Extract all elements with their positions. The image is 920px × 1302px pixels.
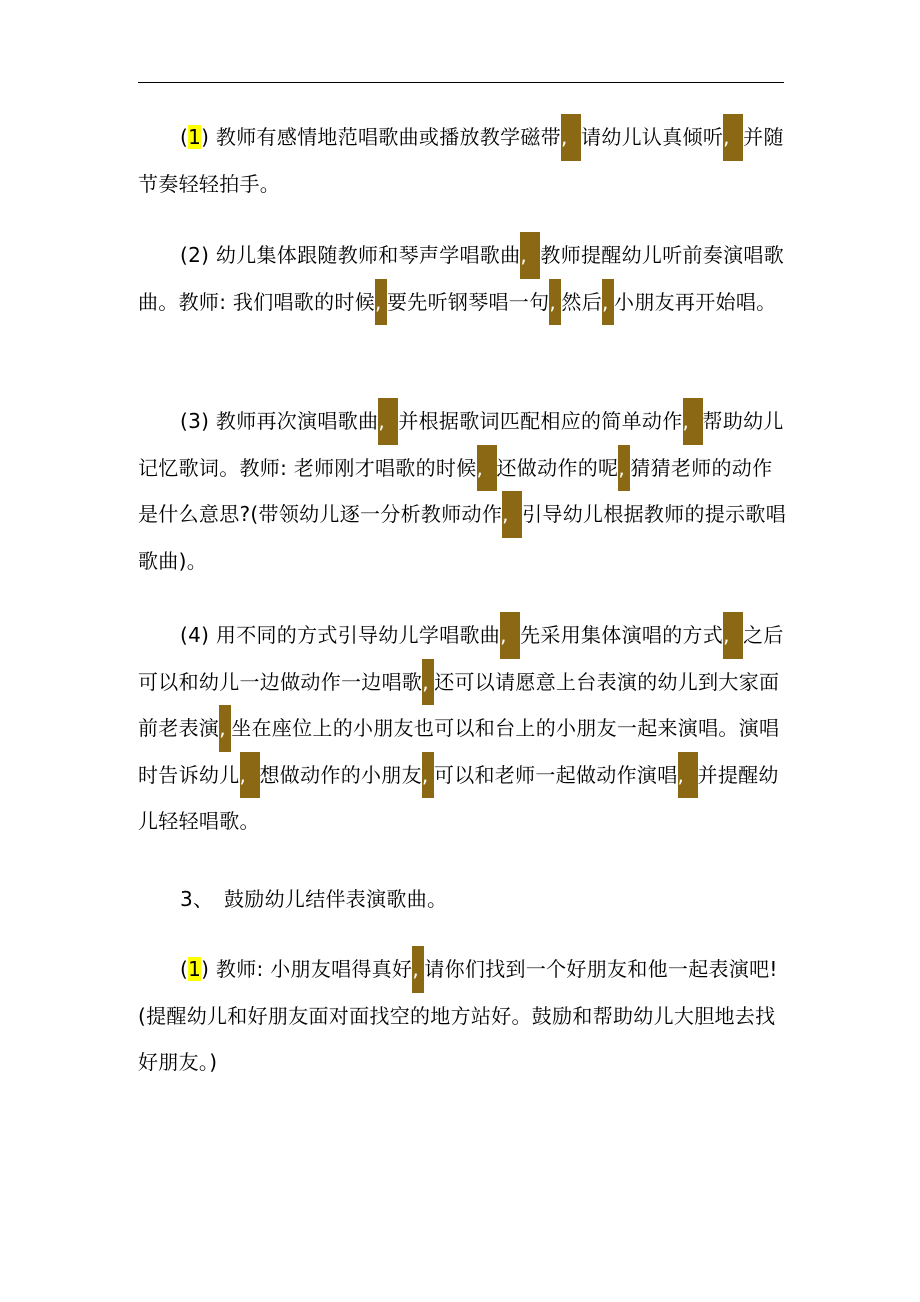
- text-segment: 教师再次演唱歌曲: [215, 409, 379, 433]
- highlighted-comma: ,: [477, 445, 497, 492]
- heading-number: 3、: [180, 887, 214, 911]
- text-segment: 请你们找到一个好朋友和他一起表演吧!(提醒幼儿和好朋友面对面找空的地方站好。鼓励和帮助幼儿大胆地去找好朋友。): [138, 957, 778, 1074]
- text-segment: 然后: [561, 289, 603, 314]
- highlighted-comma: ,: [502, 491, 522, 538]
- paragraph-3: [138, 398, 788, 584]
- section-heading-3: [138, 876, 788, 923]
- highlighted-comma: ,: [561, 114, 581, 161]
- highlighted-comma: ,: [422, 752, 434, 799]
- highlighted-comma: ,: [520, 232, 540, 279]
- text-segment: 之后可以和幼儿一边做动作一边唱歌: [138, 623, 784, 694]
- paragraph-1: [138, 114, 788, 207]
- item-number-open: (: [180, 125, 189, 149]
- highlighted-comma: ,: [500, 612, 520, 659]
- paragraph-5: [138, 946, 788, 1086]
- highlighted-comma: ,: [412, 946, 424, 993]
- highlighted-comma: ,: [723, 114, 743, 161]
- text-segment: 猜猜老师的动作是什么意思?(带领幼儿逐一分析教师动作: [138, 455, 773, 526]
- header-rule: [138, 82, 784, 83]
- item-label: (4): [180, 623, 210, 647]
- text-segment: 先采用集体演唱的方式: [520, 623, 724, 647]
- item-number-highlight: 1: [188, 125, 202, 149]
- item-number-close: ): [201, 125, 210, 149]
- text-segment: 用不同的方式引导幼儿学唱歌曲: [215, 623, 501, 647]
- highlighted-comma: ,: [378, 398, 398, 445]
- text-segment: 并根据歌词匹配相应的简单动作: [398, 409, 683, 433]
- item-label: (3): [180, 409, 210, 433]
- text-segment: 帮助幼儿记忆歌词。教师: 老师刚才唱歌的时候: [138, 409, 784, 480]
- item-number-open: (: [180, 957, 189, 981]
- text-segment: 还做动作的呢: [496, 455, 619, 480]
- paragraph-4: [138, 612, 788, 845]
- text-segment: 并随节奏轻轻拍手。: [138, 125, 784, 196]
- text-segment: 坐在座位上的小朋友也可以和台上的小朋友一起来演唱。演唱时告诉幼儿: [138, 716, 780, 787]
- highlighted-comma: ,: [240, 752, 260, 799]
- text-segment: 想做动作的小朋友: [259, 762, 422, 787]
- text-segment: 教师: 小朋友唱得真好: [215, 957, 413, 981]
- item-number-highlight: 1: [188, 957, 202, 981]
- text-segment: 可以和老师一起做动作演唱: [433, 762, 678, 787]
- highlighted-comma: ,: [678, 752, 698, 799]
- text-segment: 教师有感情地范唱歌曲或播放教学磁带: [215, 125, 562, 149]
- highlighted-comma: ,: [602, 279, 614, 326]
- text-segment: 小朋友再开始唱。: [614, 289, 777, 314]
- heading-text: 鼓励幼儿结伴表演歌曲。: [224, 887, 448, 911]
- highlighted-comma: ,: [618, 445, 630, 492]
- highlighted-comma: ,: [723, 612, 743, 659]
- highlighted-comma: ,: [683, 398, 703, 445]
- paragraph-2: [138, 232, 788, 325]
- text-segment: 引导幼儿根据教师的提示歌唱歌曲)。: [138, 502, 787, 573]
- highlighted-comma: ,: [422, 659, 434, 706]
- item-number-close: ): [201, 957, 210, 981]
- text-segment: 教师提醒幼儿听前奏演唱歌曲。教师: 我们唱歌的时候: [138, 243, 785, 314]
- item-label: (2): [180, 243, 210, 267]
- highlighted-comma: ,: [375, 279, 387, 326]
- highlighted-comma: ,: [219, 705, 231, 752]
- text-segment: 还可以请愿意上台表演的幼儿到大家面前老表演: [138, 669, 780, 740]
- text-segment: 幼儿集体跟随教师和琴声学唱歌曲: [215, 243, 521, 267]
- text-segment: 要先听钢琴唱一句: [387, 289, 550, 314]
- highlighted-comma: ,: [549, 279, 561, 326]
- text-segment: 请幼儿认真倾听: [581, 125, 724, 149]
- text-segment: 并提醒幼儿轻轻唱歌。: [138, 762, 779, 833]
